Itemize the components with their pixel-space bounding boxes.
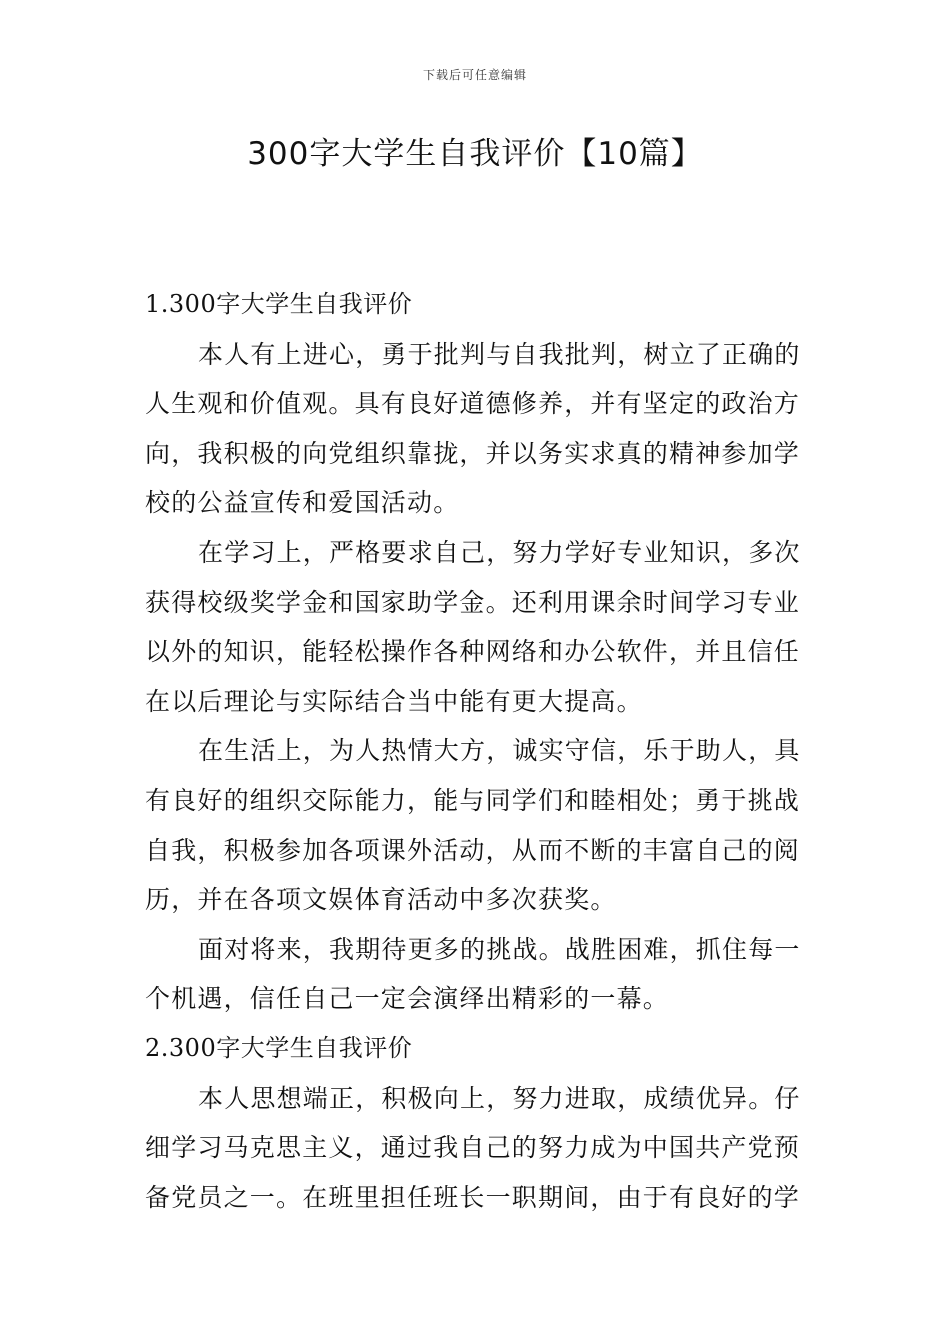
paragraph-line: 在生活上，为人热情大方，诚实守信，乐于助人，具 xyxy=(198,736,801,766)
paragraph-line: 校的公益宣传和爱国活动。 xyxy=(145,488,460,518)
paragraph-line: 个机遇，信任自己一定会演绎出精彩的一幕。 xyxy=(145,984,670,1014)
paragraph-line: 向，我积极的向党组织靠拢，并以务实求真的精神参加学 xyxy=(145,438,801,468)
paragraph-line: 有良好的组织交际能力，能与同学们和睦相处；勇于挑战 xyxy=(145,785,801,815)
paragraph-line: 历，并在各项文娱体育活动中多次获奖。 xyxy=(145,885,617,915)
paragraph-line: 面对将来，我期待更多的挑战。战胜困难，抓住每一 xyxy=(198,934,801,964)
paragraph-line: 获得校级奖学金和国家助学金。还利用课余时间学习专业 xyxy=(145,587,801,617)
paragraph-line: 以外的知识，能轻松操作各种网络和办公软件，并且信任 xyxy=(145,637,801,667)
paragraph-line: 自我，积极参加各项课外活动，从而不断的丰富自己的阅 xyxy=(145,835,801,865)
section-heading: 2.300字大学生自我评价 xyxy=(145,1033,413,1062)
paragraph-line: 人生观和价值观。具有良好道德修养，并有坚定的政治方 xyxy=(145,389,801,419)
paragraph-line: 本人有上进心，勇于批判与自我批判，树立了正确的 xyxy=(198,339,801,369)
paragraph-line: 本人思想端正，积极向上，努力进取，成绩优异。仔 xyxy=(198,1083,801,1113)
section-heading: 1.300字大学生自我评价 xyxy=(145,290,413,318)
page-title: 300字大学生自我评价【10篇】 xyxy=(247,136,703,172)
header-note: 下载后可任意编辑 xyxy=(422,68,527,82)
paragraph-line: 在学习上，严格要求自己，努力学好专业知识，多次 xyxy=(198,537,801,567)
document-body xyxy=(145,280,810,1222)
paragraph-line: 在以后理论与实际结合当中能有更大提高。 xyxy=(145,686,643,716)
paragraph-line: 备党员之一。在班里担任班长一职期间，由于有良好的学 xyxy=(145,1182,801,1212)
paragraph-line: 细学习马克思主义，通过我自己的努力成为中国共产党预 xyxy=(145,1133,801,1163)
